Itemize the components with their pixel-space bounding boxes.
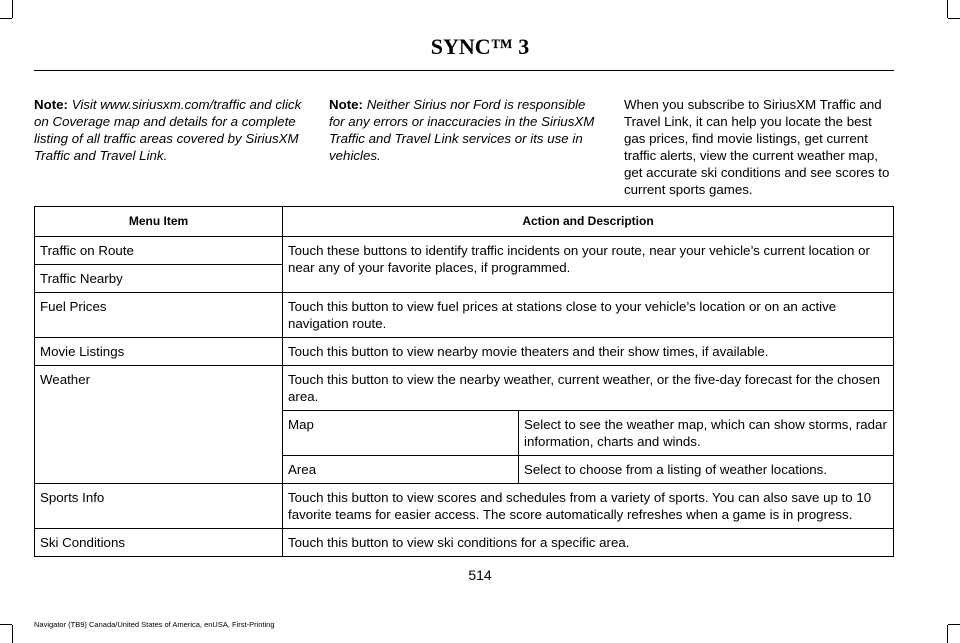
table-header-row — [35, 207, 894, 237]
crop-mark — [947, 0, 948, 18]
description-map: Select to see the weather map, which can show storms, radar information, charts and winds. — [519, 411, 894, 456]
note-label: Note: — [34, 97, 68, 112]
table-row — [283, 411, 893, 456]
crop-mark — [12, 625, 13, 643]
submenu-item-area: Area — [283, 456, 519, 484]
note-text: Visit www.siriusxm.com/traffic and click on Coverage map and details for a complete listing of all traffic areas covered by SiriusXM Traffic and Travel Link. — [34, 97, 302, 163]
description-ski-conditions: Touch this button to view ski conditions for a specific area. — [283, 529, 894, 557]
weather-cell — [283, 366, 894, 484]
table-row — [35, 484, 894, 529]
menu-item-movie-listings: Movie Listings — [35, 338, 283, 366]
table-row — [283, 456, 893, 484]
header-divider — [34, 70, 894, 71]
crop-mark — [948, 624, 960, 625]
description-movie-listings: Touch this button to view nearby movie theaters and their show times, if available. — [283, 338, 894, 366]
note-label: Note: — [329, 97, 363, 112]
intro-paragraph: When you subscribe to SiriusXM Traffic and Travel Link, it can help you locate the best gas prices, find movie listings, get current traffic alerts, view the current weather map, get accurate ski conditions and see scores to current sports games. — [624, 97, 890, 197]
note-responsibility — [329, 96, 601, 164]
page-number: 514 — [468, 567, 492, 583]
note-text: Neither Sirius nor Ford is responsible for any errors or inaccuracies in the SiriusXM Traffic and Travel Link services or its use in vehicles. — [329, 97, 595, 163]
menu-item-traffic-nearby: Traffic Nearby — [35, 265, 283, 293]
crop-mark — [0, 18, 12, 19]
description-sports-info: Touch this button to view scores and schedules from a variety of sports. You can also save up to 10 favorite teams for easier access. The score automatically refreshes when a game is in progress. — [283, 484, 894, 529]
crop-mark — [12, 0, 13, 18]
description-traffic: Touch these buttons to identify traffic incidents on your route, near your vehicle’s current location or near any of your favorite places, if programmed. — [283, 237, 894, 293]
note-coverage — [34, 96, 306, 164]
crop-mark — [948, 18, 960, 19]
menu-item-sports-info: Sports Info — [35, 484, 283, 529]
weather-subtable — [283, 410, 893, 483]
description-fuel-prices: Touch this button to view fuel prices at stations close to your vehicle’s location or on an active navigation route. — [283, 293, 894, 338]
menu-item-fuel-prices: Fuel Prices — [35, 293, 283, 338]
crop-mark — [947, 625, 948, 643]
header-menu-item: Menu Item — [35, 207, 283, 237]
table-row — [35, 237, 894, 265]
menu-item-traffic-route: Traffic on Route — [35, 237, 283, 265]
menu-item-ski-conditions: Ski Conditions — [35, 529, 283, 557]
header-action-description: Action and Description — [283, 207, 894, 237]
table-row — [35, 293, 894, 338]
description-weather: Touch this button to view the nearby weather, current weather, or the five-day forecast for the chosen area. — [288, 372, 881, 404]
menu-item-weather: Weather — [35, 366, 283, 484]
description-area: Select to choose from a listing of weather locations. — [519, 456, 894, 484]
table-row — [35, 366, 894, 484]
page-title: SYNC™ 3 — [430, 34, 530, 59]
table-row — [35, 338, 894, 366]
crop-mark — [0, 624, 12, 625]
menu-table — [34, 206, 894, 557]
submenu-item-map: Map — [283, 411, 519, 456]
table-row — [35, 529, 894, 557]
footer-text: Navigator (TB9) Canada/United States of America, enUSA, First-Printing — [34, 620, 275, 629]
